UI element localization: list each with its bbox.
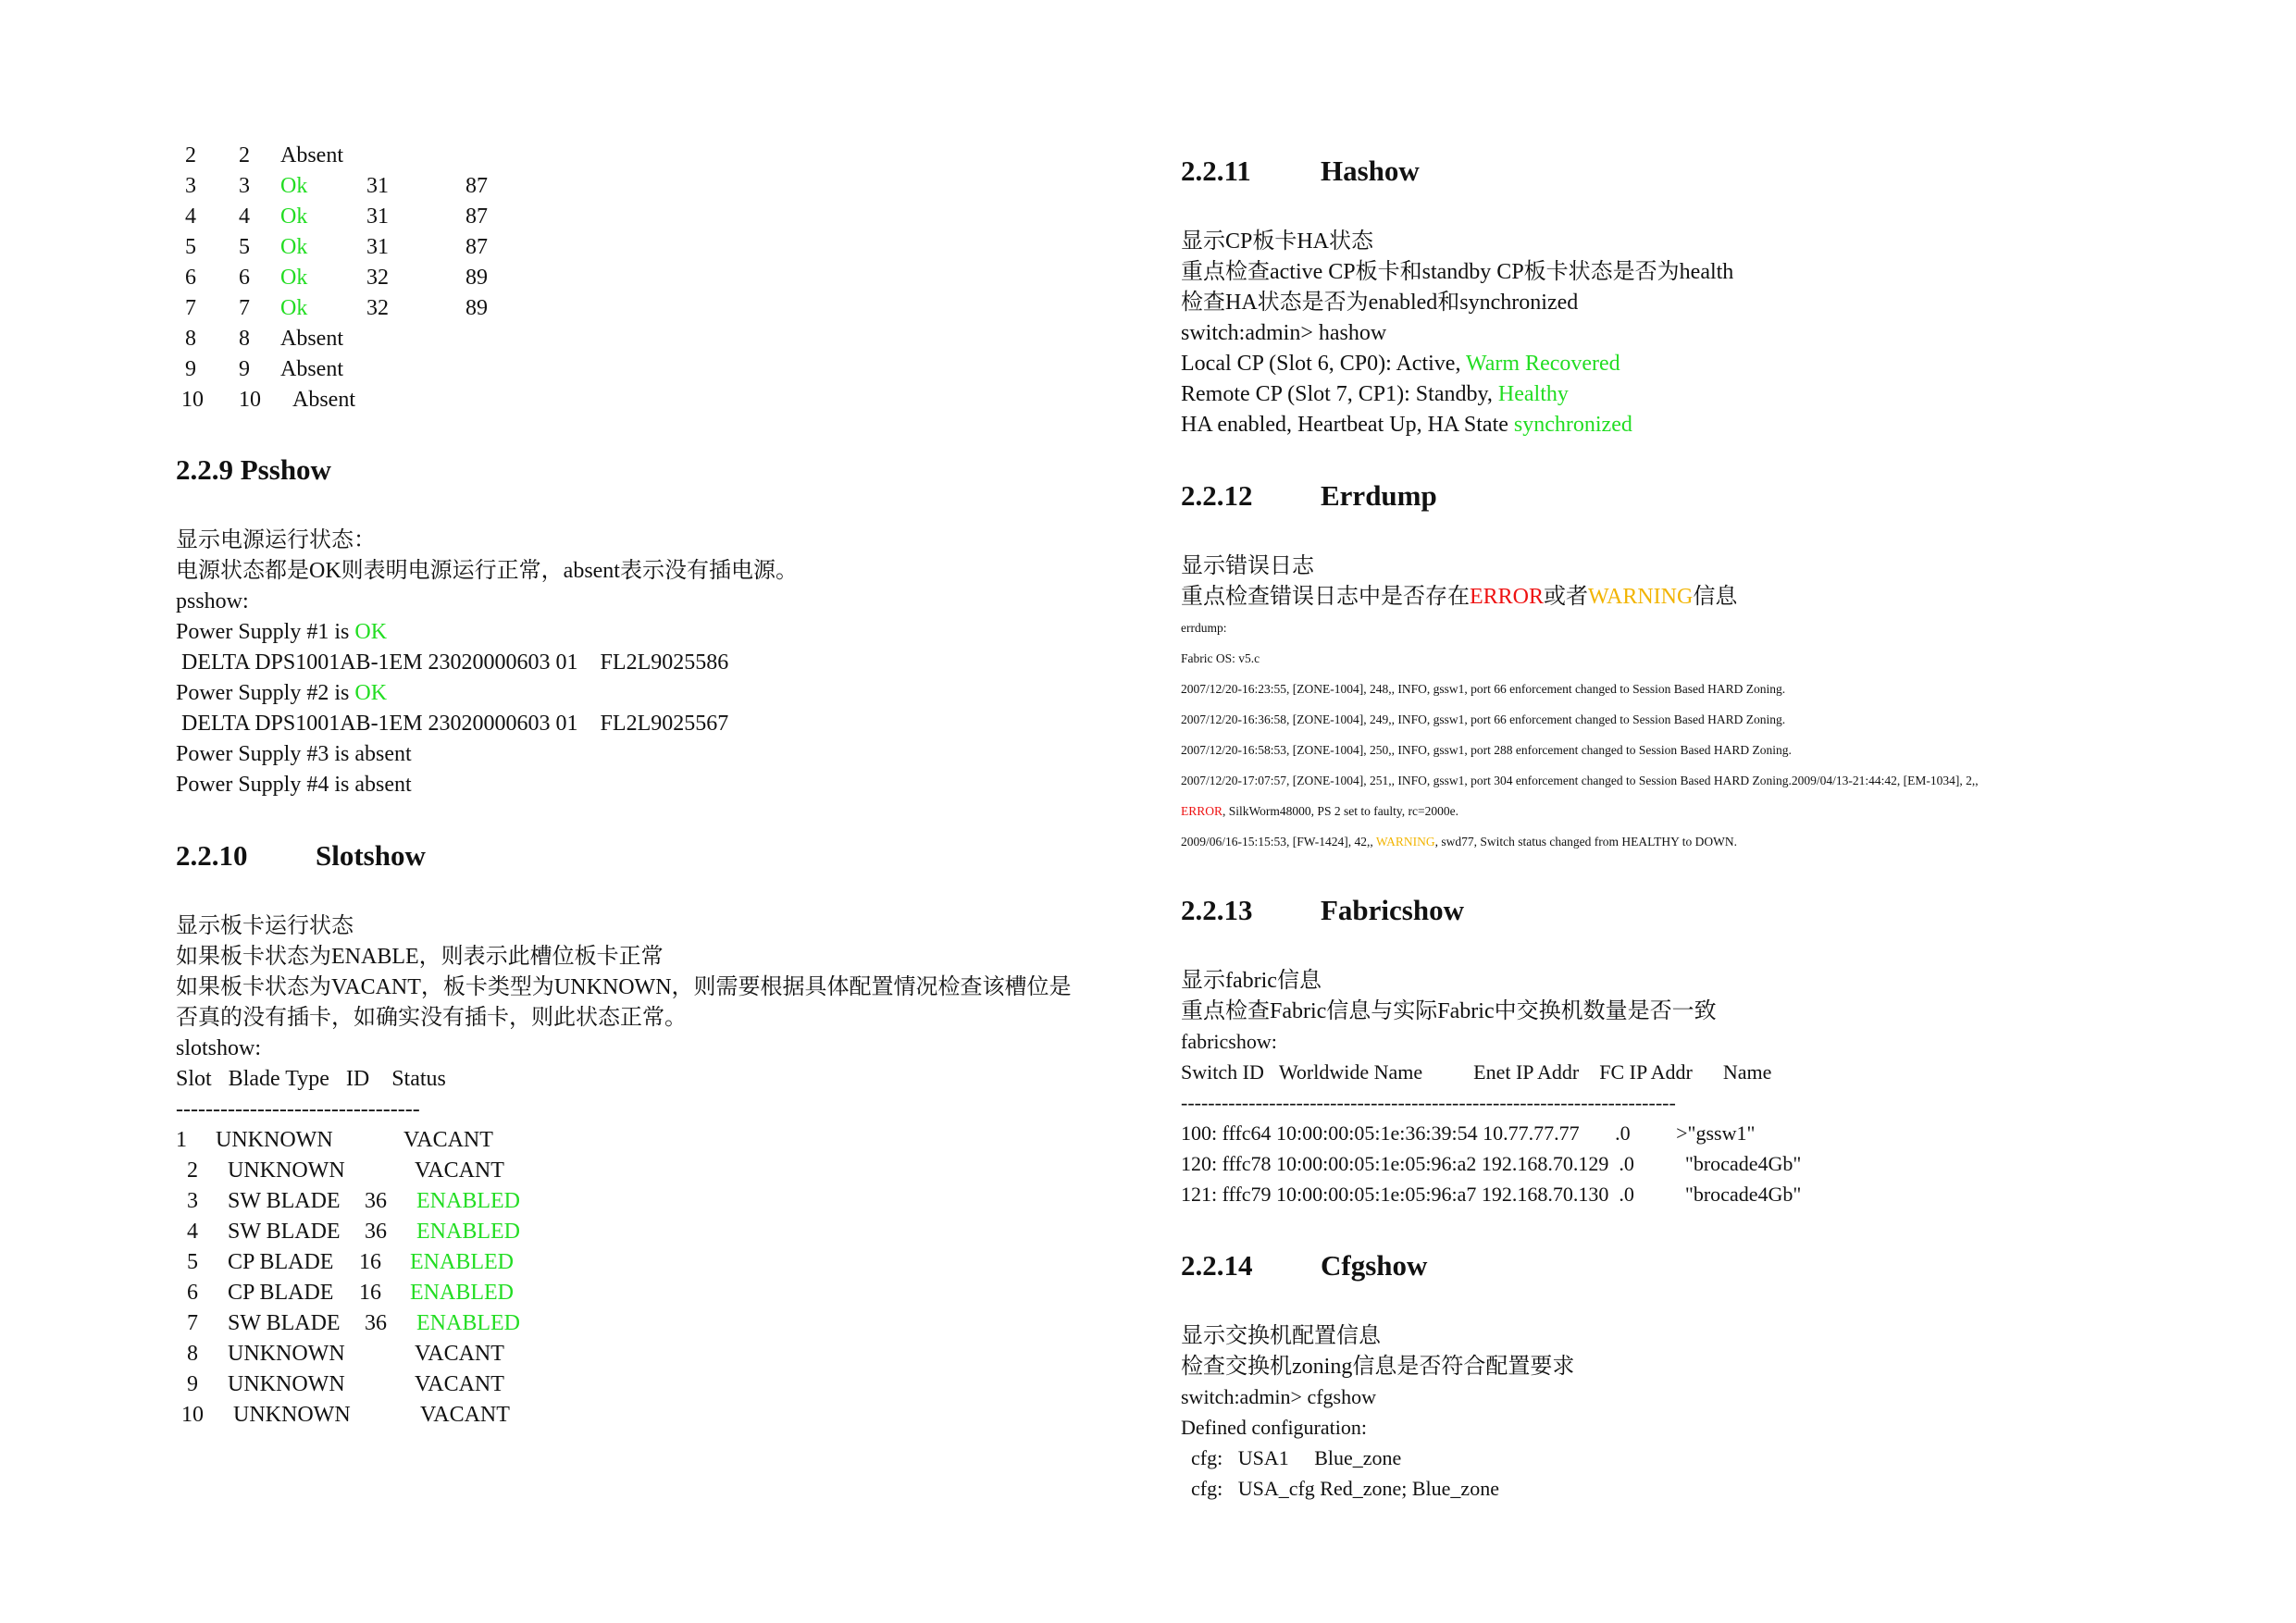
slotshow-command: slotshow: bbox=[176, 1036, 262, 1060]
slotshow-row-status: ENABLED bbox=[410, 1281, 514, 1305]
slotshow-row-blade-type: UNKNOWN bbox=[228, 1342, 345, 1366]
fabricshow-command: fabricshow: bbox=[1181, 1030, 1277, 1053]
fabricshow-heading-title: Fabricshow bbox=[1321, 894, 1464, 926]
temperature-row-status: Ok bbox=[280, 266, 308, 290]
slotshow-row-blade-type: CP BLADE bbox=[228, 1281, 334, 1305]
power-supply-4-line: Power Supply #4 is absent bbox=[176, 773, 412, 797]
fabricshow-divider: ------------------------------------------------------------------------- bbox=[1181, 1091, 1676, 1114]
errdump-heading-title: Errdump bbox=[1321, 479, 1437, 512]
slotshow-row-slot: 10 bbox=[181, 1403, 204, 1427]
errdump-desc-error-word: ERROR bbox=[1470, 585, 1545, 609]
temperature-row bbox=[0, 325, 648, 353]
hashow-heading-title: Hashow bbox=[1321, 155, 1420, 187]
errdump-heading-number: 2.2.12 bbox=[1181, 479, 1253, 512]
slotshow-row-id: 36 bbox=[365, 1189, 387, 1213]
errdump-log-5-rest: , SilkWorm48000, PS 2 set to faulty, rc=2000e. bbox=[1222, 804, 1459, 818]
slotshow-row-status: VACANT bbox=[415, 1342, 504, 1366]
psshow-command: psshow: bbox=[176, 589, 249, 613]
temperature-row-index: 5 bbox=[185, 235, 196, 259]
temperature-row bbox=[0, 203, 648, 230]
slotshow-row-id: 16 bbox=[359, 1250, 381, 1274]
hashow-heading-number: 2.2.11 bbox=[1181, 155, 1251, 187]
temperature-row-sensor: 9 bbox=[239, 357, 250, 381]
slotshow-row-blade-type: UNKNOWN bbox=[233, 1403, 351, 1427]
slotshow-desc-3: 如果板卡状态为VACANT，板卡类型为UNKNOWN，则需要根据具体配置情况检查该槽位是 bbox=[176, 975, 1072, 999]
cfgshow-cfg-2: cfg: USA_cfg Red_zone; Blue_zone bbox=[1181, 1477, 1499, 1500]
temperature-row-index: 9 bbox=[185, 357, 196, 381]
temperature-row-index: 8 bbox=[185, 327, 196, 351]
slotshow-heading-title: Slotshow bbox=[316, 839, 426, 872]
slotshow-row bbox=[0, 1218, 648, 1245]
ps1-label: Power Supply #1 is bbox=[176, 620, 355, 644]
slotshow-row-status: ENABLED bbox=[416, 1311, 520, 1335]
errdump-log-6-warning: WARNING bbox=[1375, 835, 1435, 849]
slotshow-row-slot: 3 bbox=[187, 1189, 198, 1213]
fabricshow-table-header: Switch ID Worldwide Name Enet IP Addr FC IP Addr Name bbox=[1181, 1060, 1772, 1084]
slotshow-row-id: 36 bbox=[365, 1220, 387, 1244]
slotshow-row-status: VACANT bbox=[420, 1403, 510, 1427]
temperature-row bbox=[0, 386, 648, 414]
hashow-desc-1: 显示CP板卡HA状态 bbox=[1181, 229, 1374, 254]
power-supply-2-detail: DELTA DPS1001AB-1EM 23020000603 01 FL2L9025567 bbox=[176, 712, 729, 736]
slotshow-row-slot: 5 bbox=[187, 1250, 198, 1274]
slotshow-row-slot: 6 bbox=[187, 1281, 198, 1305]
cfgshow-command: switch:admin> cfgshow bbox=[1181, 1385, 1376, 1408]
slotshow-row-status: ENABLED bbox=[416, 1220, 520, 1244]
slotshow-row-slot: 7 bbox=[187, 1311, 198, 1335]
temperature-row-sensor: 8 bbox=[239, 327, 250, 351]
ps2-label: Power Supply #2 is bbox=[176, 681, 355, 705]
errdump-desc-2-a: 重点检查错误日志中是否存在 bbox=[1181, 585, 1470, 609]
ha-state-status: synchronized bbox=[1513, 413, 1632, 437]
slotshow-row-slot: 2 bbox=[187, 1158, 198, 1183]
slotshow-row bbox=[0, 1370, 648, 1398]
cfgshow-defined-label: Defined configuration: bbox=[1181, 1416, 1367, 1439]
temperature-row-fahrenheit: 87 bbox=[465, 174, 488, 198]
cfgshow-heading-title: Cfgshow bbox=[1321, 1249, 1428, 1282]
psshow-desc-2: 电源状态都是OK则表明电源运行正常，absent表示没有插电源。 bbox=[176, 559, 798, 583]
temperature-row-sensor: 7 bbox=[239, 296, 250, 320]
temperature-row-status: Ok bbox=[280, 296, 308, 320]
errdump-desc-2 bbox=[1181, 583, 1737, 611]
temperature-row bbox=[0, 355, 648, 383]
power-supply-3-line: Power Supply #3 is absent bbox=[176, 742, 412, 766]
slotshow-row-slot: 9 bbox=[187, 1372, 198, 1396]
cfgshow-desc-1: 显示交换机配置信息 bbox=[1181, 1324, 1381, 1348]
temperature-row-status: Ok bbox=[280, 174, 308, 198]
slotshow-desc-1: 显示板卡运行状态 bbox=[176, 914, 354, 938]
slotshow-heading-number: 2.2.10 bbox=[176, 839, 248, 872]
errdump-log-3: 2007/12/20-16:58:53, [ZONE-1004], 250,, INFO, gssw1, port 288 enforcement changed to Session Based HARD Zoning. bbox=[1181, 743, 1792, 757]
slotshow-row-blade-type: SW BLADE bbox=[228, 1189, 341, 1213]
fabricshow-row-1: 100: fffc64 10:00:00:05:1e:36:39:54 10.77.77.77 .0 >"gssw1" bbox=[1181, 1121, 1756, 1145]
hashow-desc-2: 重点检查active CP板卡和standby CP板卡状态是否为health bbox=[1181, 260, 1734, 284]
slotshow-row-slot: 8 bbox=[187, 1342, 198, 1366]
slotshow-row-status: VACANT bbox=[415, 1158, 504, 1183]
slotshow-row bbox=[0, 1279, 648, 1307]
slotshow-row-slot: 1 bbox=[176, 1128, 187, 1152]
psshow-desc-1: 显示电源运行状态： bbox=[176, 528, 376, 552]
errdump-log-6 bbox=[1181, 834, 1737, 850]
slotshow-row-blade-type: SW BLADE bbox=[228, 1220, 341, 1244]
temperature-row-fahrenheit: 87 bbox=[465, 235, 488, 259]
slotshow-desc-2: 如果板卡状态为ENABLE，则表示此槽位板卡正常 bbox=[176, 945, 664, 969]
power-supply-2-line bbox=[176, 679, 387, 707]
slotshow-row-blade-type: UNKNOWN bbox=[228, 1158, 345, 1183]
errdump-log-5-error: ERROR bbox=[1181, 804, 1223, 818]
errdump-desc-2-c: 信息 bbox=[1693, 585, 1738, 609]
slotshow-row-blade-type: SW BLADE bbox=[228, 1311, 341, 1335]
errdump-desc-1: 显示错误日志 bbox=[1181, 554, 1314, 578]
temperature-row-status: Absent bbox=[280, 143, 343, 167]
temperature-row-status: Absent bbox=[280, 327, 343, 351]
slotshow-row-id: 16 bbox=[359, 1281, 381, 1305]
temperature-row-fahrenheit: 89 bbox=[465, 266, 488, 290]
temperature-row-index: 6 bbox=[185, 266, 196, 290]
slotshow-row bbox=[0, 1401, 648, 1429]
temperature-row bbox=[0, 264, 648, 291]
slotshow-row-status: ENABLED bbox=[410, 1250, 514, 1274]
slotshow-row bbox=[0, 1126, 648, 1154]
temperature-row-index: 7 bbox=[185, 296, 196, 320]
slotshow-table-header: Slot Blade Type ID Status bbox=[176, 1067, 446, 1091]
temperature-row-index: 2 bbox=[185, 143, 196, 167]
temperature-row-index: 10 bbox=[181, 388, 204, 412]
temperature-row-status: Ok bbox=[280, 235, 308, 259]
power-supply-1-detail: DELTA DPS1001AB-1EM 23020000603 01 FL2L9025586 bbox=[176, 650, 729, 675]
temperature-row bbox=[0, 233, 648, 261]
slotshow-row-status: VACANT bbox=[403, 1128, 493, 1152]
hashow-command: switch:admin> hashow bbox=[1181, 321, 1387, 345]
local-cp-status: Warm Recovered bbox=[1466, 352, 1620, 376]
slotshow-row bbox=[0, 1340, 648, 1368]
temperature-row-fahrenheit: 89 bbox=[465, 296, 488, 320]
fabricshow-row-3: 121: fffc79 10:00:00:05:1e:05:96:a7 192.168.70.130 .0 "brocade4Gb" bbox=[1181, 1183, 1802, 1206]
errdump-log-5 bbox=[1181, 803, 1458, 820]
local-cp-label: Local CP (Slot 6, CP0): Active, bbox=[1181, 352, 1467, 376]
remote-cp-label: Remote CP (Slot 7, CP1): Standby, bbox=[1181, 382, 1498, 406]
fabricshow-desc-2: 重点检查Fabric信息与实际Fabric中交换机数量是否一致 bbox=[1181, 999, 1717, 1023]
temperature-row-sensor: 4 bbox=[239, 204, 250, 229]
errdump-log-6-prefix: 2009/06/16-15:15:53, [FW-1424], 42,, bbox=[1181, 835, 1376, 849]
temperature-row-sensor: 10 bbox=[239, 388, 261, 412]
slotshow-row bbox=[0, 1309, 648, 1337]
slotshow-row bbox=[0, 1157, 648, 1184]
temperature-row-celsius: 31 bbox=[366, 204, 389, 229]
slotshow-divider: --------------------------------- bbox=[176, 1097, 420, 1121]
fabricshow-heading-number: 2.2.13 bbox=[1181, 894, 1253, 926]
errdump-log-4: 2007/12/20-17:07:57, [ZONE-1004], 251,, INFO, gssw1, port 304 enforcement changed to Session Based HARD Zoning.2009/04/13-21:44:42, [EM-1034], 2,, bbox=[1181, 774, 1979, 787]
cfgshow-heading-number: 2.2.14 bbox=[1181, 1249, 1253, 1282]
temperature-row-celsius: 32 bbox=[366, 296, 389, 320]
cfgshow-desc-2: 检查交换机zoning信息是否符合配置要求 bbox=[1181, 1355, 1575, 1379]
ha-state-label: HA enabled, Heartbeat Up, HA State bbox=[1181, 413, 1514, 437]
errdump-log-2: 2007/12/20-16:36:58, [ZONE-1004], 249,, INFO, gssw1, port 66 enforcement changed to Session Based HARD Zoning. bbox=[1181, 712, 1786, 726]
errdump-desc-warning-word: WARNING bbox=[1588, 585, 1694, 609]
slotshow-row bbox=[0, 1248, 648, 1276]
cfgshow-cfg-1: cfg: USA1 Blue_zone bbox=[1181, 1446, 1402, 1469]
slotshow-desc-4: 否真的没有插卡，如确实没有插卡，则此状态正常。 bbox=[176, 1006, 687, 1030]
temperature-row-sensor: 2 bbox=[239, 143, 250, 167]
temperature-row-sensor: 6 bbox=[239, 266, 250, 290]
slotshow-row-id: 36 bbox=[365, 1311, 387, 1335]
slotshow-row-blade-type: CP BLADE bbox=[228, 1250, 334, 1274]
temperature-row-celsius: 32 bbox=[366, 266, 389, 290]
slotshow-row-status: ENABLED bbox=[416, 1189, 520, 1213]
slotshow-row-blade-type: UNKNOWN bbox=[228, 1372, 345, 1396]
fabricshow-desc-1: 显示fabric信息 bbox=[1181, 969, 1322, 993]
slotshow-row-slot: 4 bbox=[187, 1220, 198, 1244]
hashow-desc-3: 检查HA状态是否为enabled和synchronized bbox=[1181, 291, 1579, 315]
slotshow-row-blade-type: UNKNOWN bbox=[216, 1128, 333, 1152]
ps1-status: OK bbox=[354, 620, 388, 644]
errdump-os-version: Fabric OS: v5.c bbox=[1181, 651, 1260, 665]
temperature-row-celsius: 31 bbox=[366, 174, 389, 198]
temperature-row bbox=[0, 294, 648, 322]
power-supply-1-line bbox=[176, 618, 387, 646]
temperature-row-index: 4 bbox=[185, 204, 196, 229]
remote-cp-line bbox=[1181, 380, 1569, 408]
temperature-row-fahrenheit: 87 bbox=[465, 204, 488, 229]
local-cp-line bbox=[1181, 350, 1620, 378]
temperature-row-index: 3 bbox=[185, 174, 196, 198]
ha-state-line bbox=[1181, 411, 1632, 439]
remote-cp-status: Healthy bbox=[1497, 382, 1569, 406]
temperature-row bbox=[0, 142, 648, 169]
temperature-row-status: Ok bbox=[280, 204, 308, 229]
temperature-row-status: Absent bbox=[292, 388, 355, 412]
temperature-row-status: Absent bbox=[280, 357, 343, 381]
ps2-status: OK bbox=[354, 681, 388, 705]
temperature-row-sensor: 3 bbox=[239, 174, 250, 198]
slotshow-row-status: VACANT bbox=[415, 1372, 504, 1396]
errdump-command: errdump: bbox=[1181, 621, 1227, 635]
errdump-desc-2-b: 或者 bbox=[1544, 585, 1589, 609]
fabricshow-row-2: 120: fffc78 10:00:00:05:1e:05:96:a2 192.168.70.129 .0 "brocade4Gb" bbox=[1181, 1152, 1802, 1175]
temperature-row bbox=[0, 172, 648, 200]
errdump-log-1: 2007/12/20-16:23:55, [ZONE-1004], 248,, INFO, gssw1, port 66 enforcement changed to Session Based HARD Zoning. bbox=[1181, 682, 1786, 696]
slotshow-row bbox=[0, 1187, 648, 1215]
temperature-row-celsius: 31 bbox=[366, 235, 389, 259]
temperature-row-sensor: 5 bbox=[239, 235, 250, 259]
errdump-log-6-rest: , swd77, Switch status changed from HEALTHY to DOWN. bbox=[1434, 835, 1737, 849]
psshow-heading: 2.2.9 Psshow bbox=[176, 453, 331, 486]
